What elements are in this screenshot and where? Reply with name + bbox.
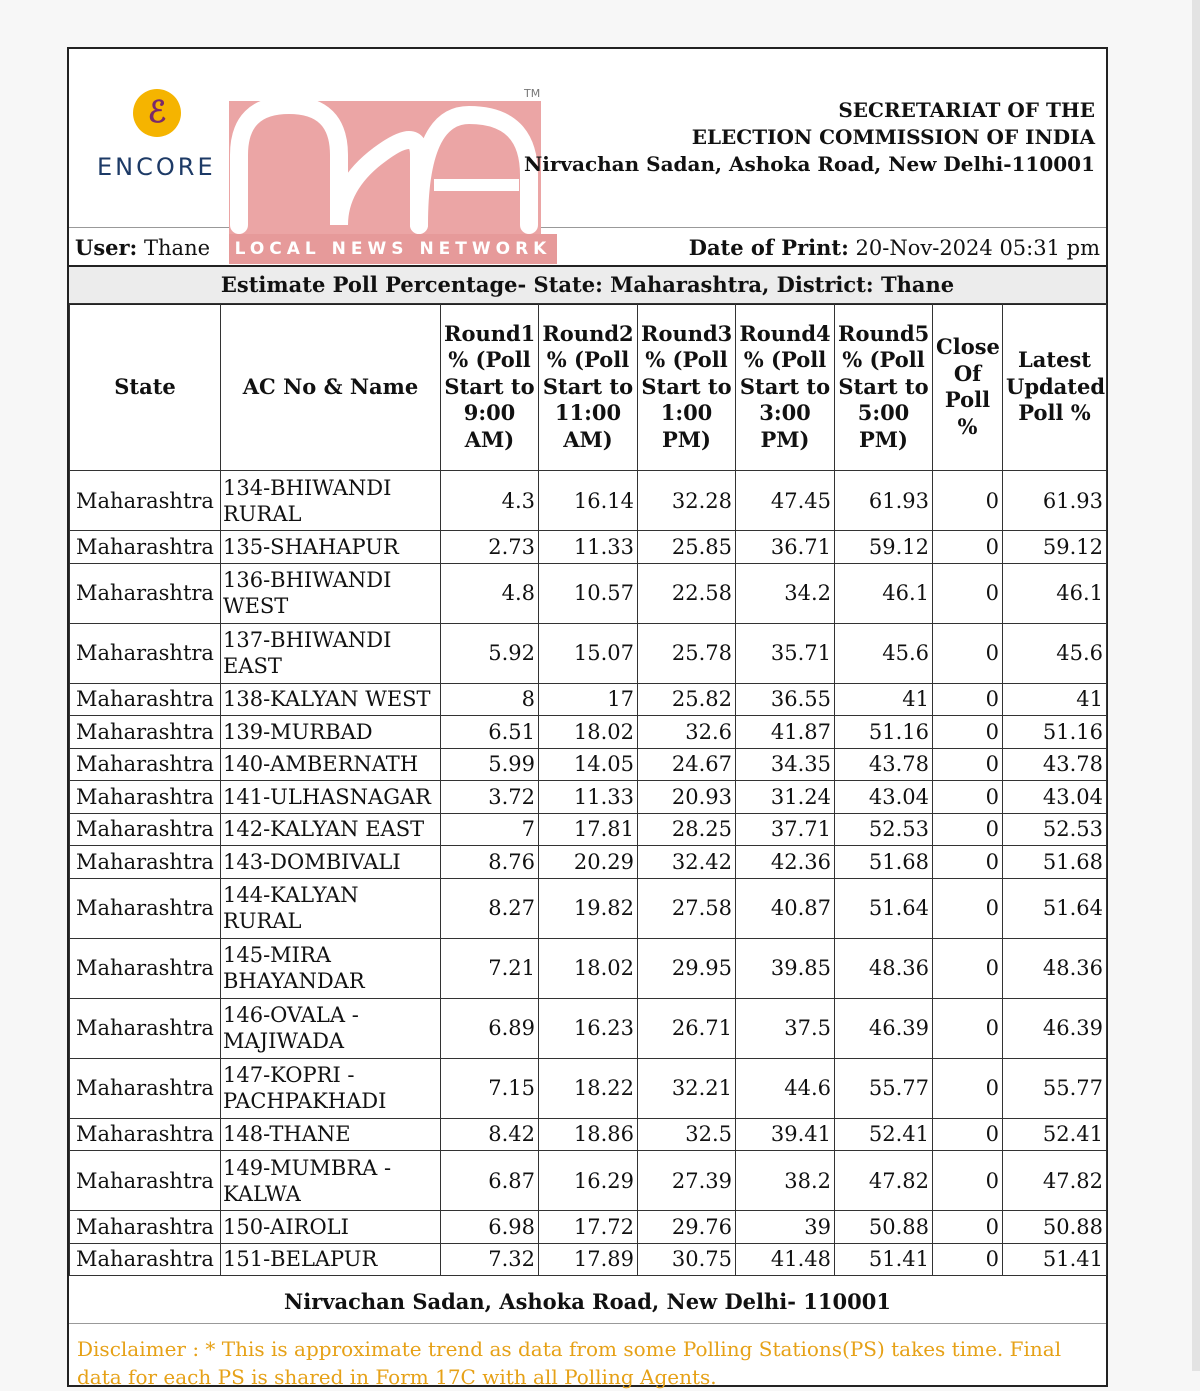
- latest-cell: 43.78: [1003, 748, 1107, 781]
- r2-cell: 18.22: [539, 1058, 638, 1118]
- state-cell: Maharashtra: [70, 846, 221, 879]
- r2-cell: 16.29: [539, 1151, 638, 1211]
- r3-cell: 32.42: [638, 846, 736, 879]
- ac-name-cell: 143-DOMBIVALI: [221, 846, 441, 879]
- r4-cell: 41.87: [736, 716, 835, 749]
- table-row: [70, 563, 1107, 623]
- ac-name-cell: 151-BELAPUR: [221, 1243, 441, 1276]
- state-cell: Maharashtra: [70, 748, 221, 781]
- r3-cell: 32.21: [638, 1058, 736, 1118]
- table-row: [70, 1211, 1107, 1244]
- r4-cell: 42.36: [736, 846, 835, 879]
- column-header: Round1 % (Poll Start to 9:00 AM): [441, 304, 539, 471]
- ac-name-cell: 144-KALYAN RURAL: [221, 878, 441, 938]
- table-row: [70, 716, 1107, 749]
- watermark-logo-icon: [229, 95, 559, 235]
- r1-cell: 7.21: [441, 938, 539, 998]
- report-title: Estimate Poll Percentage- State: Maharashtra, District: Thane: [69, 267, 1106, 305]
- r1-cell: 8.42: [441, 1118, 539, 1151]
- r3-cell: 28.25: [638, 813, 736, 846]
- table-row: [70, 938, 1107, 998]
- r5-cell: 55.77: [835, 1058, 933, 1118]
- table-row: [70, 781, 1107, 814]
- r2-cell: 11.33: [539, 781, 638, 814]
- table-row: [70, 878, 1107, 938]
- latest-cell: 55.77: [1003, 1058, 1107, 1118]
- r3-cell: 27.39: [638, 1151, 736, 1211]
- latest-cell: 46.39: [1003, 998, 1107, 1058]
- close-cell: 0: [933, 1058, 1003, 1118]
- state-cell: Maharashtra: [70, 531, 221, 564]
- r1-cell: 8: [441, 683, 539, 716]
- r4-cell: 44.6: [736, 1058, 835, 1118]
- state-cell: Maharashtra: [70, 1151, 221, 1211]
- latest-cell: 52.53: [1003, 813, 1107, 846]
- r3-cell: 22.58: [638, 563, 736, 623]
- encore-logo-text: ENCORE: [97, 153, 216, 181]
- r3-cell: 25.85: [638, 531, 736, 564]
- office-line: Nirvachan Sadan, Ashoka Road, New Delhi-110001: [523, 152, 1095, 176]
- state-cell: Maharashtra: [70, 1211, 221, 1244]
- report-sheet: [67, 47, 1108, 1387]
- r5-cell: 51.16: [835, 716, 933, 749]
- ac-name-cell: 134-BHIWANDI RURAL: [221, 471, 441, 531]
- state-cell: Maharashtra: [70, 813, 221, 846]
- r4-cell: 39.41: [736, 1118, 835, 1151]
- latest-cell: 51.64: [1003, 878, 1107, 938]
- close-cell: 0: [933, 623, 1003, 683]
- table-row: [70, 1058, 1107, 1118]
- r4-cell: 38.2: [736, 1151, 835, 1211]
- close-cell: 0: [933, 531, 1003, 564]
- column-header: AC No & Name: [221, 304, 441, 471]
- r4-cell: 40.87: [736, 878, 835, 938]
- close-cell: 0: [933, 813, 1003, 846]
- table-header-row: [70, 304, 1107, 471]
- ac-name-cell: 142-KALYAN EAST: [221, 813, 441, 846]
- r5-cell: 46.39: [835, 998, 933, 1058]
- r1-cell: 4.8: [441, 563, 539, 623]
- r5-cell: 52.53: [835, 813, 933, 846]
- state-cell: Maharashtra: [70, 1243, 221, 1276]
- table-row: [70, 471, 1107, 531]
- column-header: Round3 % (Poll Start to 1:00 PM): [638, 304, 736, 471]
- r5-cell: 46.1: [835, 563, 933, 623]
- latest-cell: 47.82: [1003, 1151, 1107, 1211]
- user-date-row: [69, 229, 1106, 267]
- r1-cell: 6.89: [441, 998, 539, 1058]
- r4-cell: 41.48: [736, 1243, 835, 1276]
- r1-cell: 6.98: [441, 1211, 539, 1244]
- r4-cell: 36.55: [736, 683, 835, 716]
- r3-cell: 20.93: [638, 781, 736, 814]
- r2-cell: 19.82: [539, 878, 638, 938]
- state-cell: Maharashtra: [70, 623, 221, 683]
- encore-logo-icon: ℰ: [133, 89, 181, 137]
- r3-cell: 25.82: [638, 683, 736, 716]
- r1-cell: 7: [441, 813, 539, 846]
- r4-cell: 39.85: [736, 938, 835, 998]
- r3-cell: 29.95: [638, 938, 736, 998]
- ac-name-cell: 138-KALYAN WEST: [221, 683, 441, 716]
- table-row: [70, 998, 1107, 1058]
- r4-cell: 39: [736, 1211, 835, 1244]
- table-row: [70, 531, 1107, 564]
- state-cell: Maharashtra: [70, 938, 221, 998]
- ac-name-cell: 150-AIROLI: [221, 1211, 441, 1244]
- r1-cell: 3.72: [441, 781, 539, 814]
- close-cell: 0: [933, 938, 1003, 998]
- column-header: Close Of Poll %: [933, 304, 1003, 471]
- r5-cell: 41: [835, 683, 933, 716]
- user-info: [75, 235, 210, 260]
- latest-cell: 51.16: [1003, 716, 1107, 749]
- table-row: [70, 748, 1107, 781]
- latest-cell: 45.6: [1003, 623, 1107, 683]
- footer-address: Nirvachan Sadan, Ashoka Road, New Delhi- 110001: [69, 1283, 1106, 1324]
- state-cell: Maharashtra: [70, 878, 221, 938]
- r4-cell: 37.5: [736, 998, 835, 1058]
- r2-cell: 17.81: [539, 813, 638, 846]
- latest-cell: 51.68: [1003, 846, 1107, 879]
- ac-name-cell: 137-BHIWANDI EAST: [221, 623, 441, 683]
- r4-cell: 35.71: [736, 623, 835, 683]
- close-cell: 0: [933, 846, 1003, 879]
- latest-cell: 52.41: [1003, 1118, 1107, 1151]
- close-cell: 0: [933, 748, 1003, 781]
- r4-cell: 37.71: [736, 813, 835, 846]
- r5-cell: 50.88: [835, 1211, 933, 1244]
- r3-cell: 26.71: [638, 998, 736, 1058]
- r4-cell: 34.35: [736, 748, 835, 781]
- date-value: 20-Nov-2024 05:31 pm: [855, 236, 1100, 260]
- state-cell: Maharashtra: [70, 471, 221, 531]
- r5-cell: 51.68: [835, 846, 933, 879]
- r1-cell: 7.15: [441, 1058, 539, 1118]
- r2-cell: 11.33: [539, 531, 638, 564]
- r2-cell: 10.57: [539, 563, 638, 623]
- r1-cell: 6.87: [441, 1151, 539, 1211]
- r5-cell: 45.6: [835, 623, 933, 683]
- r2-cell: 20.29: [539, 846, 638, 879]
- latest-cell: 61.93: [1003, 471, 1107, 531]
- column-header: Round2 % (Poll Start to 11:00 AM): [539, 304, 638, 471]
- ac-name-cell: 141-ULHASNAGAR: [221, 781, 441, 814]
- r1-cell: 5.92: [441, 623, 539, 683]
- table-row: [70, 683, 1107, 716]
- print-date: [689, 235, 1100, 260]
- state-cell: Maharashtra: [70, 1118, 221, 1151]
- ac-name-cell: 139-MURBAD: [221, 716, 441, 749]
- close-cell: 0: [933, 1211, 1003, 1244]
- page-edge: [1192, 0, 1200, 1371]
- close-cell: 0: [933, 716, 1003, 749]
- r4-cell: 34.2: [736, 563, 835, 623]
- column-header: Round4 % (Poll Start to 3:00 PM): [736, 304, 835, 471]
- ac-name-cell: 148-THANE: [221, 1118, 441, 1151]
- latest-cell: 48.36: [1003, 938, 1107, 998]
- state-cell: Maharashtra: [70, 781, 221, 814]
- close-cell: 0: [933, 1243, 1003, 1276]
- latest-cell: 50.88: [1003, 1211, 1107, 1244]
- r5-cell: 43.78: [835, 748, 933, 781]
- table-row: [70, 1151, 1107, 1211]
- state-cell: Maharashtra: [70, 1058, 221, 1118]
- r4-cell: 47.45: [736, 471, 835, 531]
- r1-cell: 4.3: [441, 471, 539, 531]
- r2-cell: 16.14: [539, 471, 638, 531]
- r2-cell: 17.72: [539, 1211, 638, 1244]
- r2-cell: 17.89: [539, 1243, 638, 1276]
- r3-cell: 32.6: [638, 716, 736, 749]
- ac-name-cell: 135-SHAHAPUR: [221, 531, 441, 564]
- latest-cell: 43.04: [1003, 781, 1107, 814]
- r2-cell: 18.86: [539, 1118, 638, 1151]
- ac-name-cell: 136-BHIWANDI WEST: [221, 563, 441, 623]
- r4-cell: 31.24: [736, 781, 835, 814]
- r2-cell: 17: [539, 683, 638, 716]
- state-cell: Maharashtra: [70, 716, 221, 749]
- ac-name-cell: 147-KOPRI - PACHPAKHADI: [221, 1058, 441, 1118]
- r3-cell: 32.5: [638, 1118, 736, 1151]
- poll-table: [69, 303, 1107, 1276]
- state-cell: Maharashtra: [70, 563, 221, 623]
- watermark-strip: LOCAL NEWS NETWORK: [229, 234, 557, 264]
- state-cell: Maharashtra: [70, 683, 221, 716]
- table-body: [70, 471, 1107, 1276]
- r2-cell: 16.23: [539, 998, 638, 1058]
- r3-cell: 29.76: [638, 1211, 736, 1244]
- r5-cell: 48.36: [835, 938, 933, 998]
- r4-cell: 36.71: [736, 531, 835, 564]
- ac-name-cell: 145-MIRA BHAYANDAR: [221, 938, 441, 998]
- table-row: [70, 1243, 1107, 1276]
- column-header: Latest Updated Poll %: [1003, 304, 1107, 471]
- r2-cell: 18.02: [539, 716, 638, 749]
- close-cell: 0: [933, 683, 1003, 716]
- r5-cell: 51.41: [835, 1243, 933, 1276]
- close-cell: 0: [933, 1118, 1003, 1151]
- table-row: [70, 623, 1107, 683]
- r1-cell: 7.32: [441, 1243, 539, 1276]
- latest-cell: 46.1: [1003, 563, 1107, 623]
- r3-cell: 32.28: [638, 471, 736, 531]
- r5-cell: 43.04: [835, 781, 933, 814]
- disclaimer: Disclaimer : * This is approximate trend as data from some Polling Stations(PS) takes time. Final data for each PS is shared in Form 17C with all Polling Agents.: [77, 1337, 1062, 1389]
- state-cell: Maharashtra: [70, 998, 221, 1058]
- r2-cell: 18.02: [539, 938, 638, 998]
- r3-cell: 30.75: [638, 1243, 736, 1276]
- r5-cell: 52.41: [835, 1118, 933, 1151]
- close-cell: 0: [933, 781, 1003, 814]
- r1-cell: 2.73: [441, 531, 539, 564]
- column-header: State: [70, 304, 221, 471]
- table-row: [70, 846, 1107, 879]
- close-cell: 0: [933, 471, 1003, 531]
- r2-cell: 15.07: [539, 623, 638, 683]
- r2-cell: 14.05: [539, 748, 638, 781]
- r1-cell: 5.99: [441, 748, 539, 781]
- column-header: Round5 % (Poll Start to 5:00 PM): [835, 304, 933, 471]
- user-label: User:: [75, 235, 138, 260]
- office-address: [524, 97, 1095, 178]
- latest-cell: 41: [1003, 683, 1107, 716]
- watermark-tm: TM: [524, 87, 541, 100]
- r3-cell: 27.58: [638, 878, 736, 938]
- r5-cell: 47.82: [835, 1151, 933, 1211]
- latest-cell: 51.41: [1003, 1243, 1107, 1276]
- table-row: [70, 813, 1107, 846]
- ac-name-cell: 149-MUMBRA - KALWA: [221, 1151, 441, 1211]
- r1-cell: 8.27: [441, 878, 539, 938]
- close-cell: 0: [933, 998, 1003, 1058]
- ac-name-cell: 140-AMBERNATH: [221, 748, 441, 781]
- r5-cell: 61.93: [835, 471, 933, 531]
- r1-cell: 6.51: [441, 716, 539, 749]
- r3-cell: 25.78: [638, 623, 736, 683]
- user-value: Thane: [144, 236, 211, 260]
- office-line: SECRETARIAT OF THE: [838, 98, 1095, 122]
- r5-cell: 51.64: [835, 878, 933, 938]
- r3-cell: 24.67: [638, 748, 736, 781]
- table-row: [70, 1118, 1107, 1151]
- close-cell: 0: [933, 563, 1003, 623]
- ac-name-cell: 146-OVALA - MAJIWADA: [221, 998, 441, 1058]
- close-cell: 0: [933, 878, 1003, 938]
- latest-cell: 59.12: [1003, 531, 1107, 564]
- date-label: Date of Print:: [688, 235, 849, 260]
- r5-cell: 59.12: [835, 531, 933, 564]
- r1-cell: 8.76: [441, 846, 539, 879]
- office-line: ELECTION COMMISSION OF INDIA: [691, 125, 1095, 149]
- close-cell: 0: [933, 1151, 1003, 1211]
